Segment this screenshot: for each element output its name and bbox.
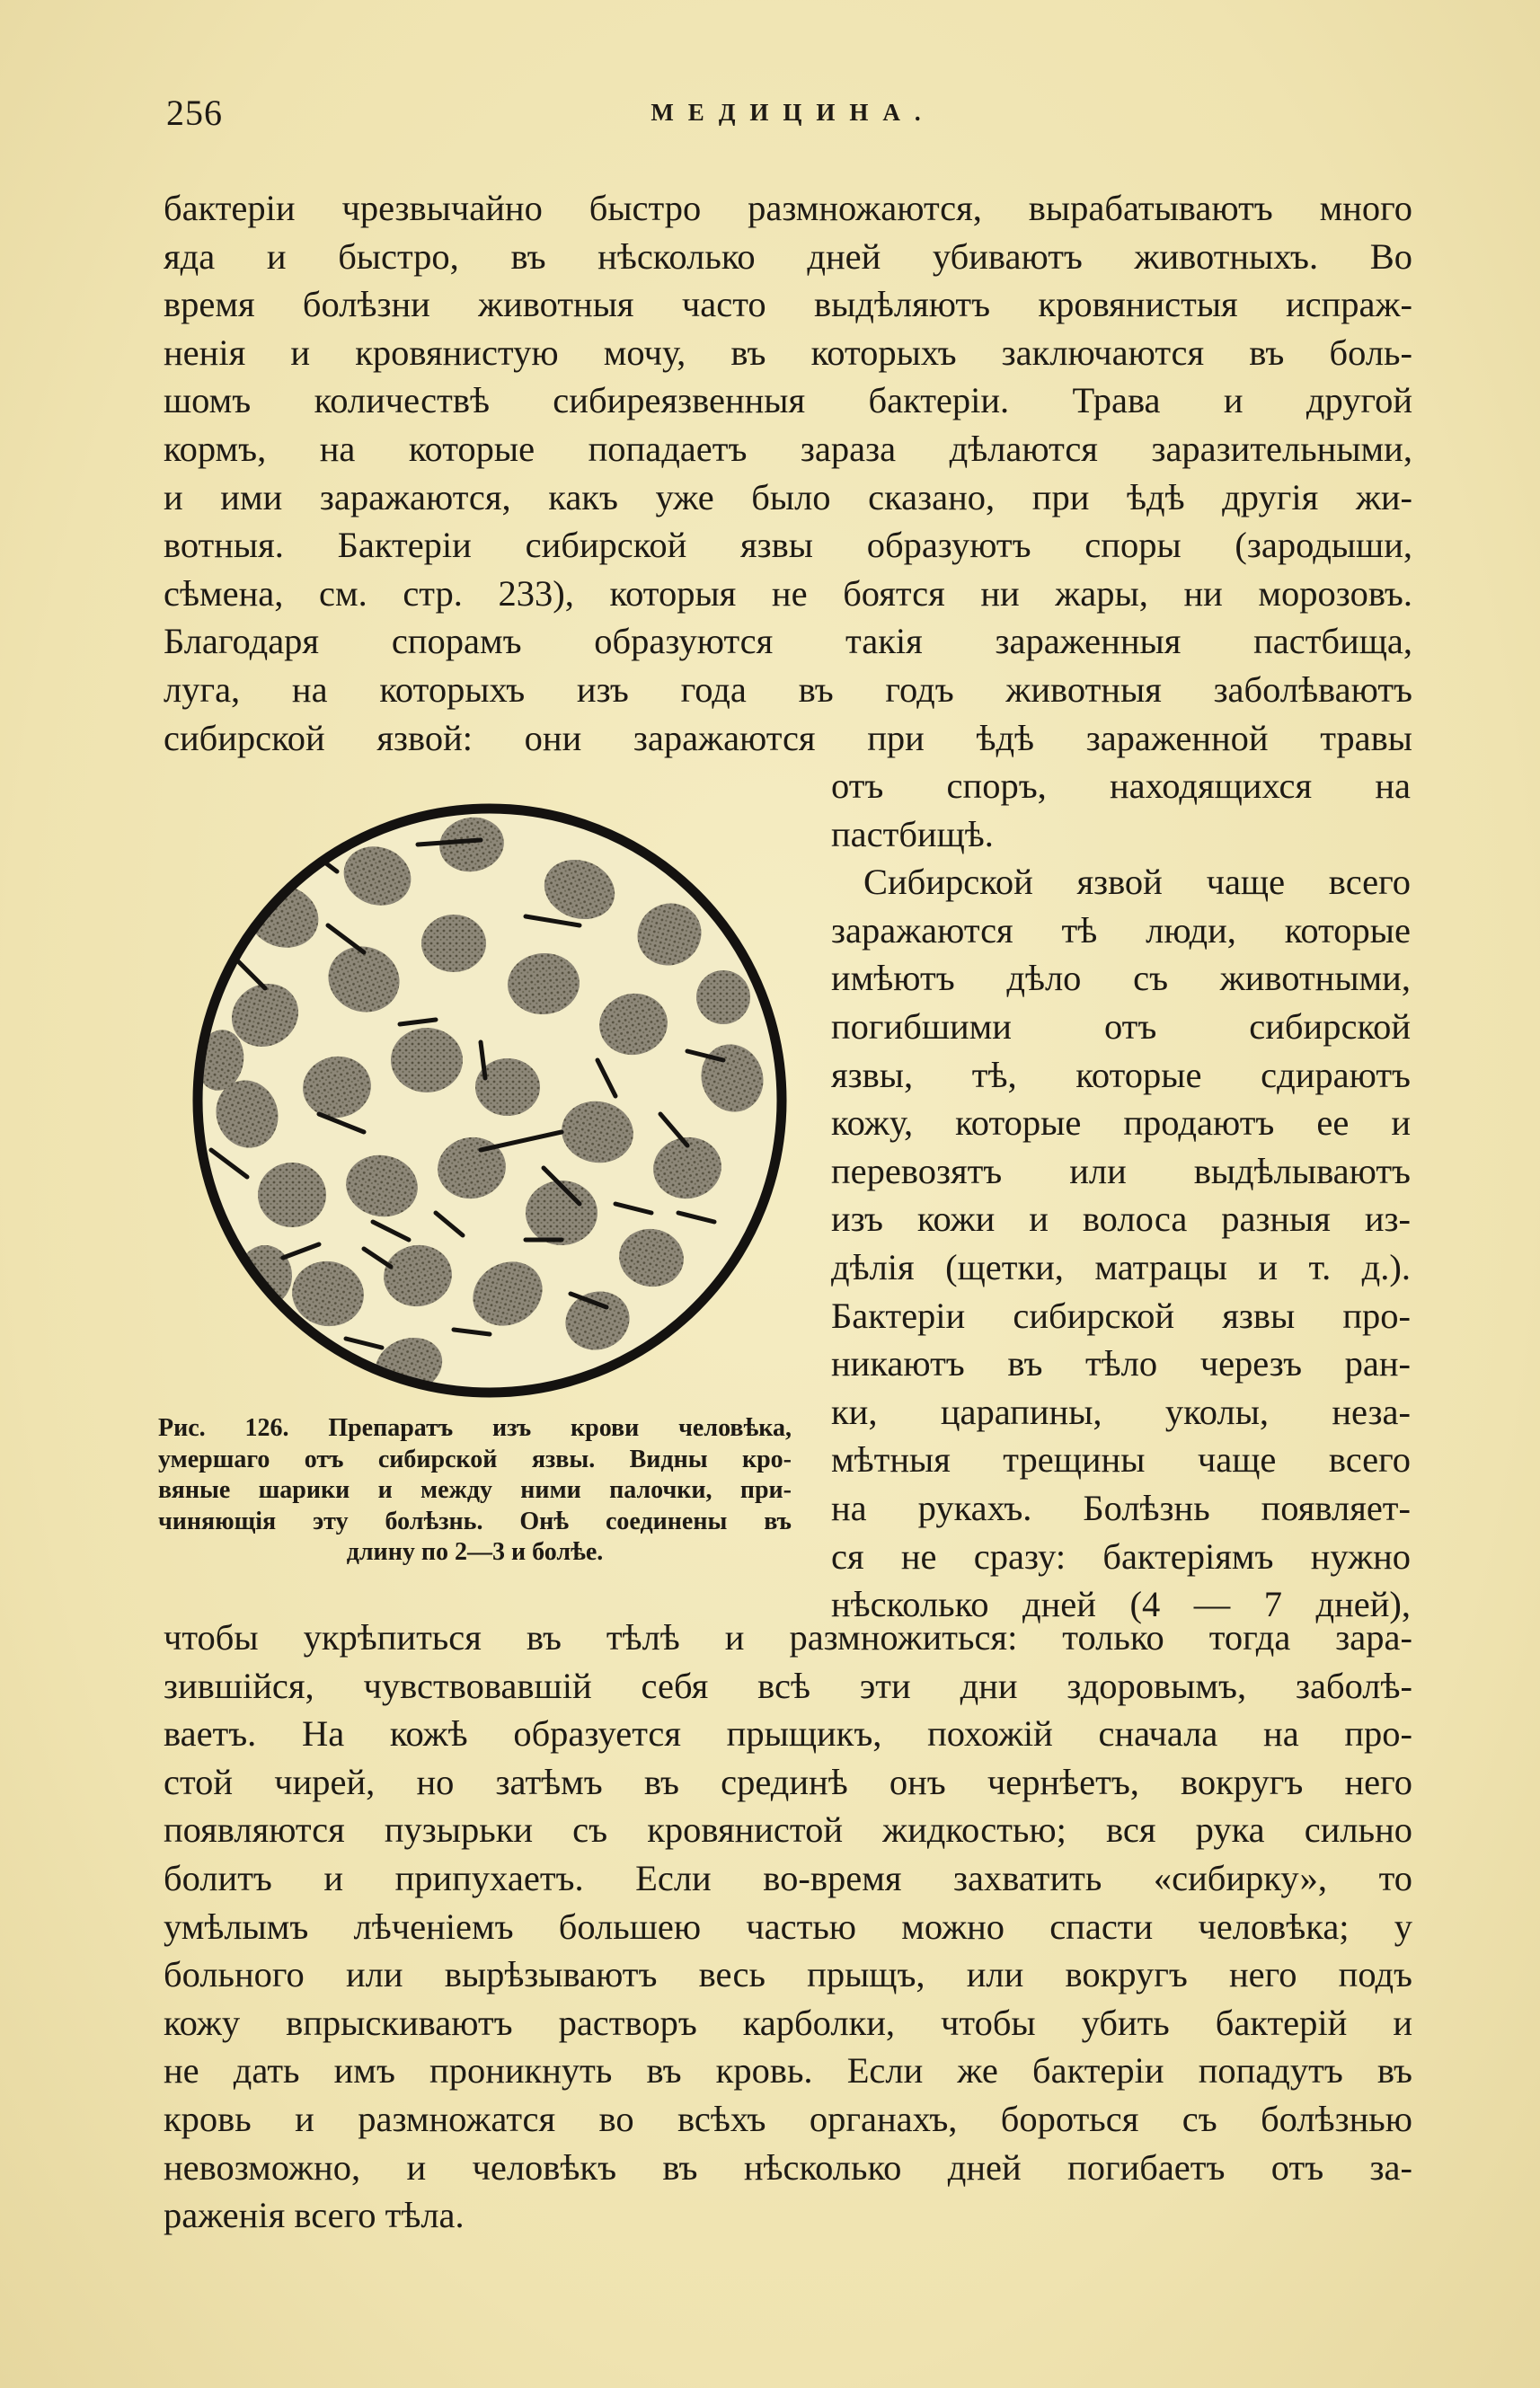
text-line: бактерiи чрезвычайно быстро размножаются, вырабатываютъ много bbox=[164, 188, 1412, 228]
caption-line: умершаго отъ сибирской язвы. Видны кро- bbox=[158, 1445, 792, 1473]
text-line: ся не сразу: бактерiямъ нужно bbox=[831, 1535, 1411, 1577]
text-line: имѣютъ дѣло съ животными, bbox=[831, 958, 1411, 999]
text-line: на рукахъ. Болѣзнь появляет- bbox=[831, 1487, 1411, 1528]
text-line: больного или вырѣзываютъ весь прыщъ, или вокругъ него подъ bbox=[164, 1954, 1412, 1995]
blood-cell bbox=[391, 1028, 463, 1092]
running-title: МЕДИЦИНА. bbox=[651, 99, 935, 126]
text-line: мѣтныя трещины чаще всего bbox=[831, 1439, 1411, 1481]
text-line: зившiйся, чувствовавшiй себя всѣ эти дни здоровымъ, заболѣ- bbox=[164, 1665, 1412, 1706]
text-line: шомъ количествѣ сибиреязвенныя бактерiи. Трава и другой bbox=[164, 380, 1412, 421]
text-line: никаютъ въ тѣло черезъ ран- bbox=[831, 1343, 1411, 1384]
text-line: стой чирей, но затѣмъ въ срединѣ онъ чернѣетъ, вокругъ него bbox=[164, 1761, 1412, 1802]
text-line: яда и быстро, въ нѣсколько дней убиваютъ животныхъ. Во bbox=[164, 235, 1412, 277]
side-column-text bbox=[831, 762, 1411, 1629]
blood-cell bbox=[421, 915, 486, 972]
blood-cell bbox=[696, 970, 750, 1024]
text-line: Сибирской язвой чаще всего bbox=[863, 862, 1411, 903]
text-line: перевозятъ или выдѣлываютъ bbox=[831, 1150, 1411, 1191]
text-line: ки, царапины, уколы, неза- bbox=[831, 1391, 1411, 1432]
text-line: умѣлымъ лѣченiемъ большею частью можно спасти человѣка; у bbox=[164, 1906, 1412, 1947]
text-line: ваетъ. На кожѣ образуется прыщикъ, похожiй сначала на про- bbox=[164, 1713, 1412, 1755]
text-line: ненiя и кровянистую мочу, въ которыхъ заключаются въ боль- bbox=[164, 332, 1412, 373]
blood-cell bbox=[526, 1181, 597, 1245]
page-header bbox=[166, 92, 1420, 146]
text-line: пастбищѣ. bbox=[831, 813, 994, 854]
text-line: время болѣзни животныя часто выдѣляютъ кровянистыя испраж- bbox=[164, 284, 1412, 325]
page-number: 256 bbox=[166, 93, 223, 133]
text-line: изъ кожи и волоса разныя из- bbox=[831, 1198, 1411, 1240]
text-line: кормъ, на которые попадаетъ зараза дѣлаются заразительными, bbox=[164, 428, 1412, 469]
text-line: язвы, тѣ, которые сдираютъ bbox=[831, 1054, 1411, 1095]
text-line: дѣлiя (щетки, матрацы и т. д.). bbox=[831, 1246, 1411, 1287]
text-line: не дать имъ проникнуть въ кровь. Если же бактерiи попадутъ въ bbox=[164, 2050, 1412, 2092]
text-line: Бактерiи сибирской язвы про- bbox=[831, 1295, 1411, 1336]
text-line: Благодаря спорамъ образуются такiя зараженныя пастбища, bbox=[164, 621, 1412, 662]
text-line: и ими заражаются, какъ уже было сказано, при ѣдѣ другiя жи- bbox=[164, 476, 1412, 517]
caption-line: чиняющiя эту болѣзнь. Онѣ соединены въ bbox=[158, 1507, 792, 1535]
text-line: сѣмена, см. стр. 233), которыя не боятся ни жары, ни морозовъ. bbox=[164, 572, 1412, 614]
caption-line: длину по 2—3 и болѣе. bbox=[346, 1538, 604, 1566]
text-line: погибшими отъ сибирской bbox=[831, 1005, 1411, 1047]
microscope-figure bbox=[184, 791, 795, 1411]
figure-caption bbox=[158, 1413, 792, 1569]
text-line: сибирской язвой: они заражаются при ѣдѣ зараженной травы bbox=[164, 717, 1412, 758]
caption-line: вяные шарики и между ними палочки, при- bbox=[158, 1476, 792, 1504]
top-paragraph bbox=[164, 184, 1412, 762]
bottom-paragraph bbox=[164, 1614, 1412, 2240]
text-line: нѣсколько дней (4 — 7 дней), bbox=[831, 1584, 1411, 1625]
text-line: заражаются тѣ люди, которые bbox=[831, 909, 1411, 951]
text-line: кровь и размножатся во всѣхъ органахъ, бороться съ болѣзнью bbox=[164, 2098, 1412, 2139]
caption-line: Рис. 126. Препаратъ изъ крови человѣка, bbox=[158, 1414, 792, 1442]
text-line: чтобы укрѣпиться въ тѣлѣ и размножиться: только тогда зара- bbox=[164, 1617, 1412, 1658]
text-line: раженiя всего тѣла. bbox=[164, 2195, 465, 2236]
text-line: появляются пузырьки съ кровянистой жидкостью; вся рука сильно bbox=[164, 1809, 1412, 1851]
text-line: кожу впрыскиваютъ растворъ карболки, чтобы убить бактерiй и bbox=[164, 2002, 1412, 2043]
text-line: кожу, которые продаютъ ее и bbox=[831, 1102, 1411, 1144]
blood-smear-illustration bbox=[184, 791, 795, 1411]
text-line: луга, на которыхъ изъ года въ годъ животныя заболѣваютъ bbox=[164, 668, 1412, 710]
blood-cell bbox=[258, 1163, 326, 1227]
text-line: отъ споръ, находящихся на bbox=[831, 765, 1411, 806]
text-line: вотныя. Бактерiи сибирской язвы образуютъ споры (зародыши, bbox=[164, 525, 1412, 566]
text-line: невозможно, и человѣкъ въ нѣсколько дней погибаетъ отъ за- bbox=[164, 2146, 1412, 2188]
text-line: болитъ и припухаетъ. Если во-время захватить «сибирку», то bbox=[164, 1857, 1412, 1898]
